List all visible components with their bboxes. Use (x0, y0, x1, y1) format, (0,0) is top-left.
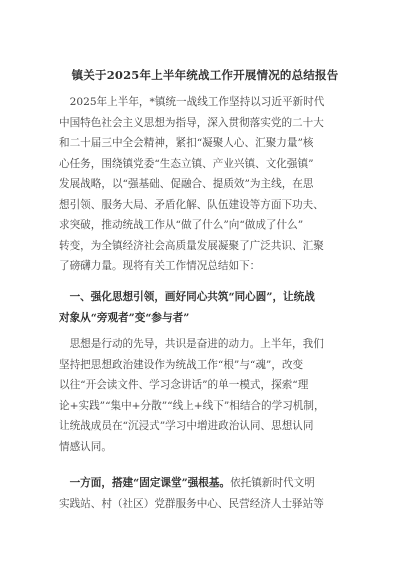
heading-line: 一、强化思想引领，画好同心共筑“同心圆”，让统战 (59, 291, 315, 303)
paragraph-line: 思想是行动的先导，共识是奋进的动力。上半年，我们 (59, 338, 324, 350)
paragraph-line: 2025年上半年，*镇统一战线工作坚持以习近平新时代 (59, 96, 325, 108)
section-body-paragraph (59, 334, 355, 457)
paragraph-line: 中国特色社会主义思想为指导，深入贯彻落实党的二十大 (59, 116, 324, 129)
subsection-lead: 一方面，搭建“固定课堂”强根基。 (59, 477, 231, 489)
paragraph-line: 坚持把思想政治建设作为统战工作“根”与“魂”，改变 (59, 358, 304, 371)
paragraph-line: 求突破，推动统战工作从“做了什么”向“做成了什么” (59, 219, 304, 231)
intro-paragraph (59, 92, 355, 277)
paragraph-line: 让统战成员在“沉浸式”学习中增进政治认同、思想认同 (59, 420, 314, 432)
subsection-paragraph (59, 473, 355, 514)
section-heading (59, 287, 355, 328)
paragraph-line: 和二十届三中全会精神，紧扣“凝聚人心、汇聚力量”核 (59, 137, 314, 149)
subsection-lead-rest: 依托镇新时代文明 (230, 477, 315, 489)
paragraph-line: 发展战略，以“强基础、促融合、提质效”为主线，在思 (59, 178, 314, 190)
paragraph-line: 转变，为全镇经济社会高质量发展凝聚了广泛共识、汇聚 (59, 239, 324, 252)
paragraph-line: 论+实践”“集中+分散”“线上+线下”相结合的学习机制， (59, 399, 325, 412)
document-title: 镇关于2025年上半年统战工作开展情况的总结报告 (71, 68, 339, 82)
paragraph-line (59, 473, 355, 494)
paragraph-line: 以往“开会读文件、学习念讲话”的单一模式，探索“理 (59, 379, 309, 391)
heading-line: 对象从“旁观者”变“参与者” (59, 311, 190, 324)
paragraph-line: 想引领、服务大局、矛盾化解、队伍建设等方面下功夫、 (59, 198, 324, 211)
paragraph-line: 情感认同。 (59, 440, 112, 453)
paragraph-line: 实践站、村（社区）党群服务中心、民营经济人士驿站等 (59, 497, 324, 510)
paragraph-line: 心任务，围绕镇党委“生态立镇、产业兴镇、文化强镇” (59, 157, 314, 170)
paragraph-line: 了磅礴力量。现将有关工作情况总结如下： (59, 260, 261, 272)
